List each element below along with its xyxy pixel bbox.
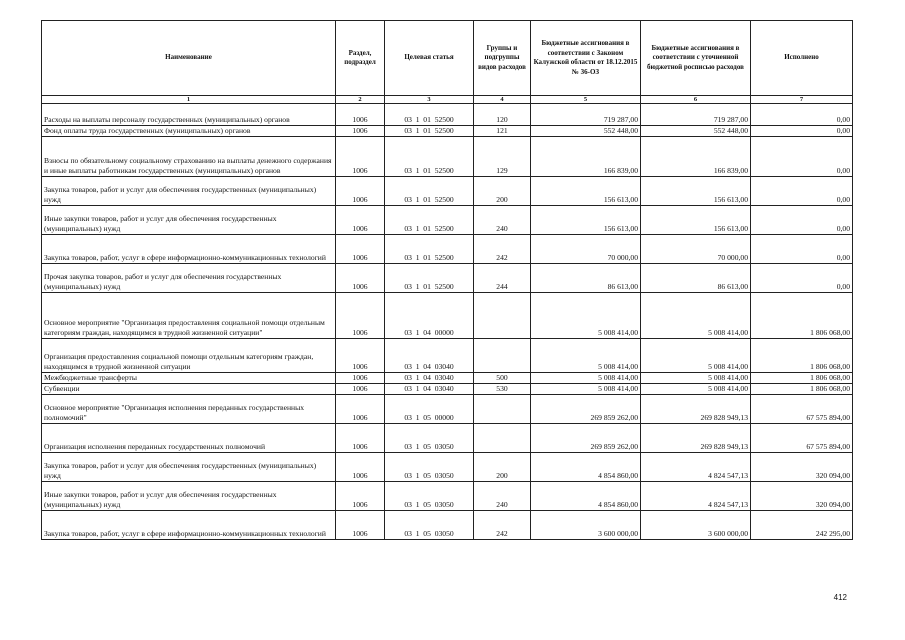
row-target: 03 1 05 03050 [385,482,474,511]
row-law-allocation: 156 613,00 [531,177,641,206]
row-law-allocation: 166 839,00 [531,137,641,177]
row-section: 1006 [336,264,385,293]
row-section: 1006 [336,126,385,137]
row-executed: 67 575 894,00 [751,424,853,453]
row-section: 1006 [336,177,385,206]
row-group: 240 [474,482,531,511]
column-number: 7 [751,96,853,104]
table-row [42,177,853,206]
table-body [42,104,853,540]
row-executed: 320 094,00 [751,453,853,482]
row-target: 03 1 05 03050 [385,511,474,540]
row-section: 1006 [336,511,385,540]
table-row [42,511,853,540]
row-name: Расходы на выплаты персоналу государственных (муниципальных) органов [42,104,336,126]
table-row [42,264,853,293]
table-row [42,395,853,424]
row-target: 03 1 01 52500 [385,137,474,177]
row-executed: 0,00 [751,264,853,293]
row-executed: 0,00 [751,126,853,137]
row-group [474,339,531,373]
row-name: Организация исполнения переданных государственных полномочий [42,424,336,453]
header-name: Наименование [42,21,336,96]
row-name: Взносы по обязательному социальному страхованию на выплаты денежного содержания и иные выплаты работникам государственных (муниципальных) органов [42,137,336,177]
row-section: 1006 [336,424,385,453]
row-executed: 0,00 [751,235,853,264]
row-refined-allocation: 156 613,00 [641,206,751,235]
row-target: 03 1 01 52500 [385,104,474,126]
row-section: 1006 [336,453,385,482]
row-name: Организация предоставления социальной помощи отдельным категориям граждан, находящимся в трудной жизненной ситуации [42,339,336,373]
row-executed: 1 806 068,00 [751,339,853,373]
row-target: 03 1 05 00000 [385,395,474,424]
row-law-allocation: 5 008 414,00 [531,384,641,395]
table-row [42,104,853,126]
column-number-row [42,96,853,104]
row-name: Прочая закупка товаров, работ и услуг для обеспечения государственных (муниципальных) нужд [42,264,336,293]
row-section: 1006 [336,104,385,126]
table-row [42,384,853,395]
table-row [42,206,853,235]
row-refined-allocation: 552 448,00 [641,126,751,137]
row-section: 1006 [336,293,385,339]
page-number: 412 [833,593,847,602]
row-refined-allocation: 5 008 414,00 [641,384,751,395]
row-target: 03 1 05 03050 [385,424,474,453]
row-refined-allocation: 5 008 414,00 [641,339,751,373]
header-target: Целевая статья [385,21,474,96]
table-row [42,339,853,373]
column-number: 6 [641,96,751,104]
row-name: Иные закупки товаров, работ и услуг для обеспечения государственных (муниципальных) нужд [42,482,336,511]
row-group: 530 [474,384,531,395]
budget-table-sheet [41,20,852,540]
row-name: Основное мероприятие "Организация предоставления социальной помощи отдельным категориям граждан, находящимся в трудной жизненной ситуации" [42,293,336,339]
row-executed: 1 806 068,00 [751,384,853,395]
row-group [474,424,531,453]
row-executed: 1 806 068,00 [751,373,853,384]
row-name: Закупка товаров, работ и услуг для обеспечения государственных (муниципальных) нужд [42,177,336,206]
row-law-allocation: 3 600 000,00 [531,511,641,540]
table-header-row [42,21,853,96]
row-refined-allocation: 3 600 000,00 [641,511,751,540]
row-name: Иные закупки товаров, работ и услуг для обеспечения государственных (муниципальных) нужд [42,206,336,235]
row-refined-allocation: 269 828 949,13 [641,395,751,424]
row-target: 03 1 01 52500 [385,177,474,206]
row-section: 1006 [336,339,385,373]
row-refined-allocation: 269 828 949,13 [641,424,751,453]
column-number: 2 [336,96,385,104]
row-name: Закупка товаров, работ и услуг для обеспечения государственных (муниципальных) нужд [42,453,336,482]
row-executed: 320 094,00 [751,482,853,511]
row-executed: 67 575 894,00 [751,395,853,424]
row-target: 03 1 05 03050 [385,453,474,482]
row-refined-allocation: 166 839,00 [641,137,751,177]
table-row [42,137,853,177]
row-executed: 0,00 [751,177,853,206]
table-row [42,126,853,137]
header-law-allocation: Бюджетные ассигнования в соответствии с Законом Калужской области от 18.12.2015 № 36-ОЗ [531,21,641,96]
row-target: 03 1 04 03040 [385,384,474,395]
column-number: 1 [42,96,336,104]
row-target: 03 1 04 03040 [385,373,474,384]
row-name: Закупка товаров, работ, услуг в сфере информационно-коммуникационных технологий [42,511,336,540]
header-executed: Исполнено [751,21,853,96]
table-row [42,424,853,453]
row-executed: 0,00 [751,104,853,126]
row-name: Фонд оплаты труда государственных (муниципальных) органов [42,126,336,137]
row-name: Основное мероприятие "Организация исполнения переданных государственных полномочий" [42,395,336,424]
row-refined-allocation: 4 824 547,13 [641,482,751,511]
row-law-allocation: 156 613,00 [531,206,641,235]
row-section: 1006 [336,137,385,177]
row-refined-allocation: 4 824 547,13 [641,453,751,482]
row-target: 03 1 01 52500 [385,126,474,137]
row-target: 03 1 01 52500 [385,264,474,293]
row-law-allocation: 719 287,00 [531,104,641,126]
row-law-allocation: 4 854 860,00 [531,453,641,482]
row-executed: 242 295,00 [751,511,853,540]
row-refined-allocation: 5 008 414,00 [641,293,751,339]
row-group: 242 [474,235,531,264]
row-name: Межбюджетные трансферты [42,373,336,384]
header-refined-allocation: Бюджетные ассигнования в соответствии с уточненной бюджетной росписью расходов [641,21,751,96]
row-group [474,293,531,339]
row-executed: 1 806 068,00 [751,293,853,339]
row-refined-allocation: 5 008 414,00 [641,373,751,384]
column-number: 4 [474,96,531,104]
table-row [42,373,853,384]
row-group: 200 [474,177,531,206]
row-executed: 0,00 [751,137,853,177]
table-row [42,453,853,482]
row-group: 120 [474,104,531,126]
row-refined-allocation: 86 613,00 [641,264,751,293]
row-group: 129 [474,137,531,177]
row-target: 03 1 01 52500 [385,235,474,264]
row-law-allocation: 70 000,00 [531,235,641,264]
row-section: 1006 [336,384,385,395]
column-number: 5 [531,96,641,104]
table-row [42,235,853,264]
row-name: Субвенции [42,384,336,395]
row-name: Закупка товаров, работ, услуг в сфере информационно-коммуникационных технологий [42,235,336,264]
row-executed: 0,00 [751,206,853,235]
row-law-allocation: 552 448,00 [531,126,641,137]
row-law-allocation: 269 859 262,00 [531,424,641,453]
row-group [474,395,531,424]
table-row [42,482,853,511]
row-group: 240 [474,206,531,235]
table-row [42,293,853,339]
row-group: 244 [474,264,531,293]
column-number: 3 [385,96,474,104]
budget-table [41,20,853,540]
row-target: 03 1 04 03040 [385,339,474,373]
row-law-allocation: 5 008 414,00 [531,339,641,373]
row-group: 121 [474,126,531,137]
row-refined-allocation: 156 613,00 [641,177,751,206]
header-group: Группы и подгруппы видов расходов [474,21,531,96]
row-section: 1006 [336,235,385,264]
row-group: 200 [474,453,531,482]
header-section: Раздел, подраздел [336,21,385,96]
row-target: 03 1 01 52500 [385,206,474,235]
row-section: 1006 [336,482,385,511]
row-group: 500 [474,373,531,384]
row-law-allocation: 269 859 262,00 [531,395,641,424]
row-law-allocation: 86 613,00 [531,264,641,293]
row-section: 1006 [336,373,385,384]
row-refined-allocation: 719 287,00 [641,104,751,126]
row-law-allocation: 5 008 414,00 [531,373,641,384]
row-section: 1006 [336,206,385,235]
row-refined-allocation: 70 000,00 [641,235,751,264]
row-group: 242 [474,511,531,540]
row-target: 03 1 04 00000 [385,293,474,339]
row-law-allocation: 4 854 860,00 [531,482,641,511]
row-section: 1006 [336,395,385,424]
row-law-allocation: 5 008 414,00 [531,293,641,339]
